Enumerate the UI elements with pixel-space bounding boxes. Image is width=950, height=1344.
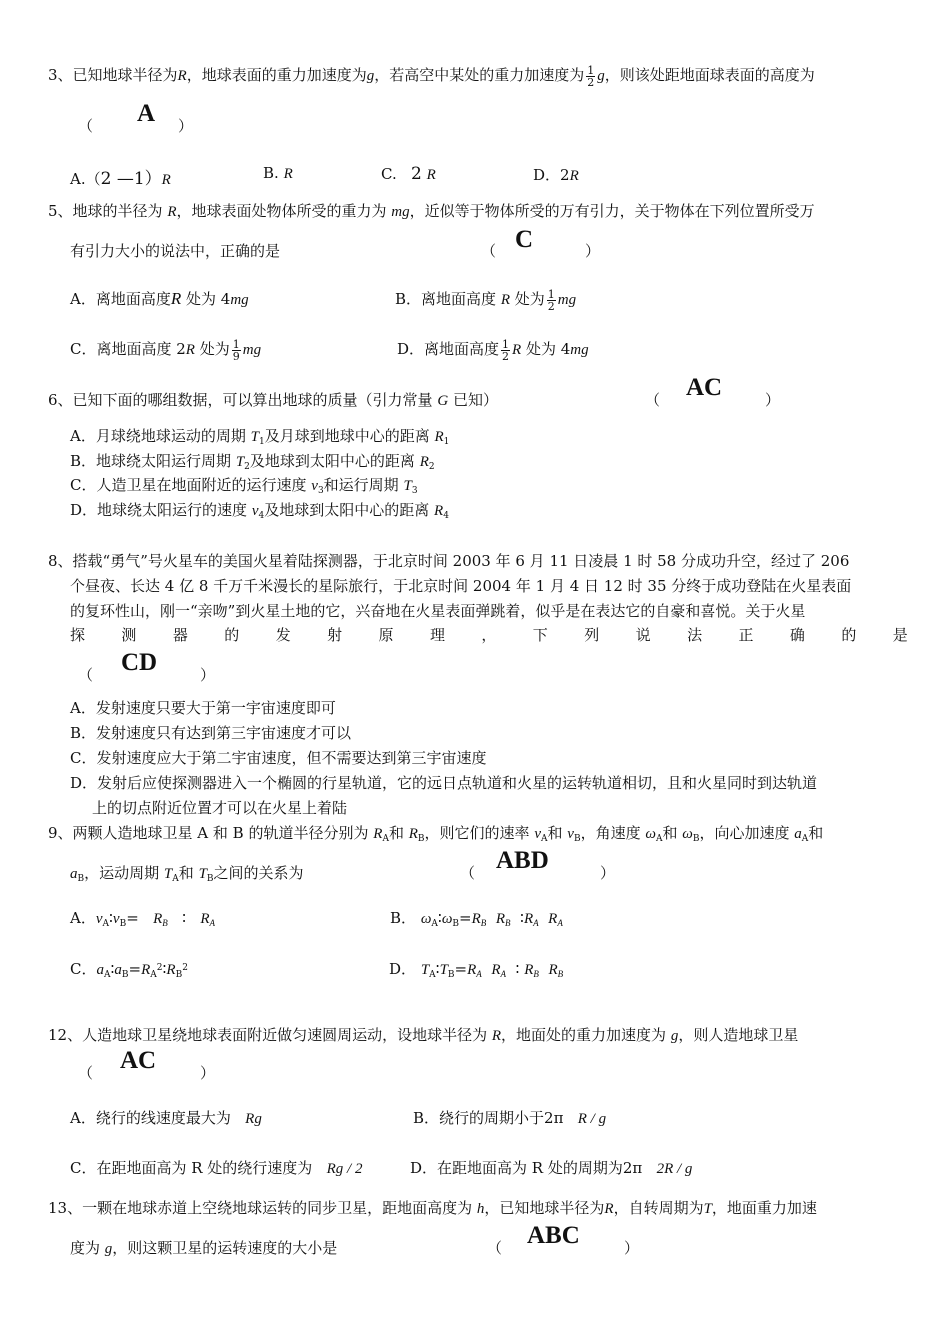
q9-paren-left: （ (460, 866, 476, 882)
q6-option-d: D．地球绕太阳运行的速度 $v_4$及地球到太阳中心的距离 $R_4$ (70, 501, 449, 521)
q8-answer: CD (121, 649, 158, 676)
q13-paren-left: （ (487, 1241, 503, 1257)
q5-option-d: D．离地面高度 $\frac{1}{2}$ R 处为 4mg (397, 337, 589, 363)
q8-stem-line1: 8、搭载“勇气”号火星车的美国火星着陆探测器，于北京时间 2003 年 6 月 11 日凌晨 1 时 58 分成功升空，经过了 206 (48, 552, 850, 570)
q9-option-a: A．$v_A∶v_B=$ $R_B$ ∶ $R_A$ (70, 909, 215, 929)
q12-paren-left: （ (78, 1066, 94, 1082)
q13-paren-right: ） (624, 1241, 640, 1257)
q13-stem-line2: 度为 g，则这颗卫星的运转速度的大小是 (70, 1239, 338, 1257)
q5-option-a: A．离地面高度R 处为 4mg (70, 289, 249, 308)
q9-option-b: B． $\omega_A∶\omega_B=R_B$ $R_B$ $∶R_A$ $R_A$ (390, 909, 563, 929)
q8-option-b: B．发射速度只有达到第三宇宙速度才可以 (70, 724, 352, 742)
q8-stem-line3: 的复环性山，刚一“亲吻”到火星土地的它，兴奋地在火星表面弹跳着，似乎是在表达它的自豪和喜悦。关于火星 (70, 602, 806, 620)
q12-stem: 12、人造地球卫星绕地球表面附近做匀速圆周运动，设地球半径为 R，地面处的重力加速度为 g，则人造地球卫星 (48, 1026, 799, 1044)
q9-stem-line1: 9、两颗人造地球卫星 A 和 B 的轨道半径分别为 $R_A$和 $R_B$，则它们的速率 $v_A$和 $v_B$，角速度 $\omega_A$和 $\omega_B$，向心加速度 $a_A$和 (48, 824, 824, 844)
q3-option-c: C. 2 R (381, 164, 436, 184)
q5-stem-line2: 有引力大小的说法中，正确的是 (70, 242, 281, 260)
q6-paren-right: ） (765, 393, 781, 409)
q9-option-d: D． $T_A∶T_B=R_A$ $R_A$ ∶ $R_B$ $R_B$ (389, 960, 564, 980)
q12-answer: AC (120, 1047, 157, 1074)
q8-option-a: A．发射速度只要大于第一宇宙速度即可 (70, 699, 336, 717)
q3-paren-right: ） (178, 119, 194, 135)
q12-option-c: C．在距地面高为 R 处的绕行速度为 Rg / 2 (70, 1159, 363, 1177)
q8-stem-line4: 探 测 器 的 发 射 原 理 ， 下 列 说 法 正 确 的 是 (70, 626, 908, 644)
q3-paren-left: （ (78, 119, 94, 135)
q9-paren-right: ） (600, 866, 616, 882)
q9-option-c: C．$a_A∶a_B=R_A^2∶R_B^2$ (70, 960, 188, 980)
q8-stem-line2: 个昼夜、长达 4 亿 8 千万千米漫长的星际旅行，于北京时间 2004 年 1 月 4 日 12 时 35 分终于成功登陆在火星表面 (70, 577, 852, 595)
q8-option-c: C．发射速度应大于第二宇宙速度，但不需要达到第三宇宙速度 (70, 749, 487, 767)
q8-option-d-line2: 上的切点附近位置才可以在火星上着陆 (92, 799, 348, 817)
q13-stem-line1: 13、一颗在地球赤道上空绕地球运转的同步卫星，距地面高度为 h，已知地球半径为R，自转周期为T，地面重力加速 (48, 1199, 817, 1217)
q8-option-d-line1: D．发射后应使探测器进入一个椭圆的行星轨道，它的远日点轨道和火星的运转轨道相切，且和火星同时到达轨道 (70, 774, 818, 792)
q6-answer: AC (686, 374, 723, 401)
q3-stem: 3、已知地球半径为R，地球表面的重力加速度为g，若高空中某处的重力加速度为 $\frac{1}{2}$ g，则该处距地面球表面的高度为 (48, 63, 815, 89)
q6-stem: 6、已知下面的哪组数据，可以算出地球的质量（引力常量 G 已知） (48, 391, 498, 409)
q5-option-b: B．离地面高度 R 处为 $\frac{1}{2}$ mg (395, 287, 577, 313)
q3-fraction: $\frac{1}{2}$ (587, 63, 595, 89)
q12-paren-right: ） (200, 1066, 216, 1082)
q6-option-b: B．地球绕太阳运行周期 $T_2$及地球到太阳中心的距离 $R_2$ (70, 452, 435, 472)
q5-answer: C (515, 226, 534, 253)
q3-option-a: A.（2 —1）R (70, 169, 171, 189)
q6-option-c: C．人造卫星在地面附近的运行速度 $v_3$和运行周期 $T_3$ (70, 476, 418, 496)
q8-paren-left: （ (78, 668, 94, 684)
q3-option-b: B. R (263, 164, 293, 182)
q8-paren-right: ） (200, 668, 216, 684)
q6-paren-left: （ (645, 393, 661, 409)
q12-option-b: B．绕行的周期小于2π R / g (413, 1109, 607, 1127)
q5-paren-right: ） (585, 244, 601, 260)
q12-option-a: A．绕行的线速度最大为 Rg (70, 1109, 262, 1127)
q5-option-c: C．离地面高度 2R 处为 $\frac{1}{9}$ mg (70, 337, 262, 363)
q5-stem-line1: 5、地球的半径为 R，地球表面处物体所受的重力为 mg，近似等于物体所受的万有引力，关于物体在下列位置所受万 (48, 202, 815, 220)
q3-answer: A (137, 100, 156, 127)
q9-answer: ABD (496, 847, 549, 874)
q12-option-d: D．在距地面高为 R 处的周期为2π 2R / g (410, 1159, 693, 1177)
q3-option-d: D．2R (533, 166, 579, 184)
q6-option-a: A．月球绕地球运动的周期 $T_1$及月球到地球中心的距离 $R_1$ (70, 427, 450, 447)
q13-answer: ABC (527, 1222, 580, 1249)
q5-paren-left: （ (481, 244, 497, 260)
q9-stem-line2: $a_B$，运动周期 $T_A$和 $T_B$之间的关系为 (70, 864, 304, 884)
